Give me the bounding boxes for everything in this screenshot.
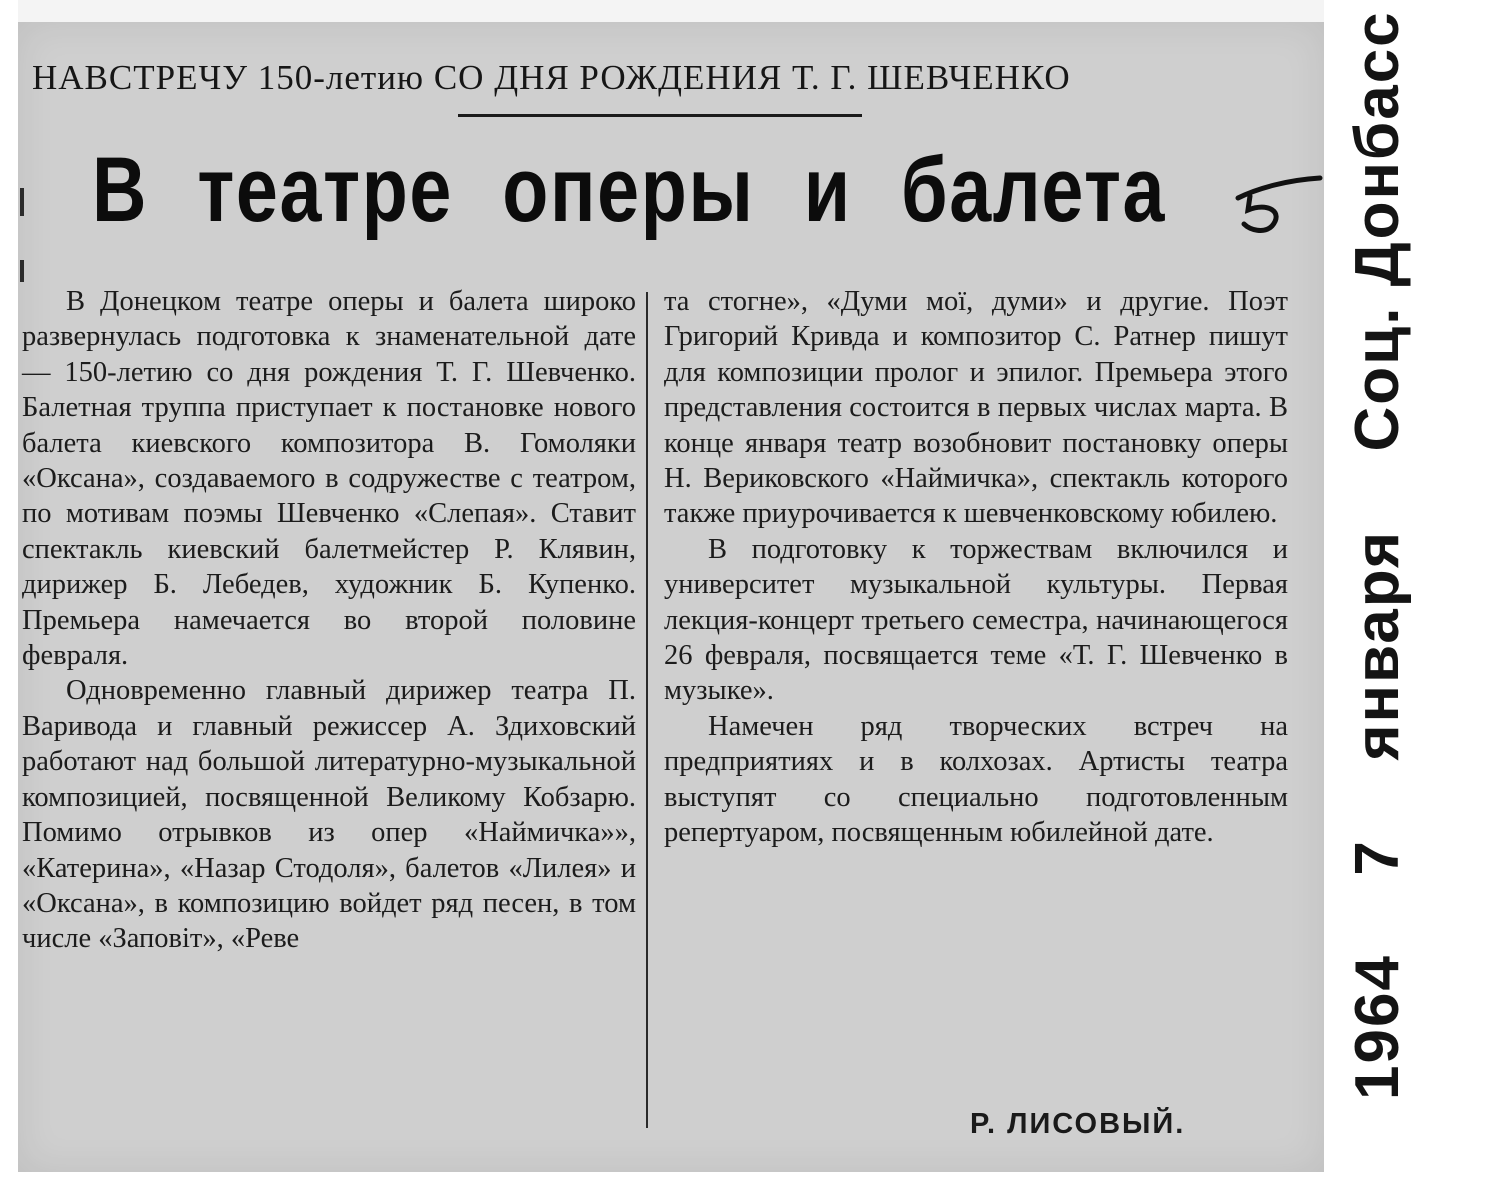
- article-paragraph: В подготовку к торжествам включился и университет музыкальной культуры. Первая лекция-концерт третьего семестра, начинающегося 26 февраля, посвящается теме «Т. Г. Шевченко в музыке».: [664, 533, 1288, 707]
- headline-word: балета: [900, 139, 1167, 241]
- column-divider: [646, 292, 648, 1128]
- article-paragraph: В Донецком театре оперы и балета широко развернулась подготовка к знаменательной дате — 150-летию со дня рождения Т. Г. Шевченко. Балетная труппа приступает к постановке нового балета киевского композитора В. Гомоляки «Оксана», создаваемого в содружестве с театром, по мотивам поэмы Шевченко «Слепая». Ставит спектакль киевский балетмейстер Р. Клявин, дирижер Б. Лебедев, художник Б. Купенко. Премьера намечается во второй половине февраля.: [22, 286, 636, 672]
- headline-word: театре: [197, 139, 454, 241]
- article-headline: [92, 138, 1167, 243]
- article-paragraph: Одновременно главный дирижер театра П. Варивода и главный режиссер А. Здиховский работают над большой литературно-музыкальной композицией, посвященной Великому Кобзарю. Помимо отрывков из опер «Наймичка»», «Катерина», «Назар Стодоля», балетов «Лилея» и «Оксана», в композицию войдет ряд песен, в том числе «Заповіт», «Реве: [22, 675, 636, 955]
- handwritten-mark-icon: [1228, 168, 1328, 238]
- stamp-newspaper: Соц. Донбасс: [1343, 10, 1412, 452]
- crop-mark: [20, 188, 24, 216]
- article-column-left: [22, 284, 636, 957]
- author-signature: Р. ЛИСОВЫЙ.: [970, 1108, 1186, 1140]
- headline-word: и: [803, 139, 852, 241]
- headline-word: В: [92, 139, 149, 241]
- headline-word: оперы: [502, 139, 755, 241]
- date-stamp: [1328, 10, 1428, 1100]
- article-paragraph: та стогне», «Думи мої, думи» и другие. Поэт Григорий Кривда и композитор С. Ратнер пишут для композиции пролог и эпилог. Премьера этого представления состоится в первых числах марта. В конце января театр возобновит постановку оперы Н. Вериковского «Наймичка», спектакль которого также приурочивается к шевченковскому юбилею.: [664, 286, 1288, 530]
- article-column-right: [664, 284, 1288, 851]
- rubric-underline: [458, 114, 862, 117]
- paper-top-margin: [18, 0, 1324, 22]
- stamp-year: 1964: [1343, 954, 1412, 1100]
- article-paragraph: Намечен ряд творческих встреч на предприятиях и в колхозах. Артисты театра выступят со специально подготовленным репертуаром, посвященным юбилейной дате.: [664, 710, 1288, 849]
- stamp-month: января: [1343, 530, 1412, 761]
- stamp-day: 7: [1343, 839, 1412, 876]
- crop-mark: [20, 260, 24, 282]
- rubric-line: НАВСТРЕЧУ 150-летию СО ДНЯ РОЖДЕНИЯ Т. Г. ШЕВЧЕНКО: [32, 58, 1071, 97]
